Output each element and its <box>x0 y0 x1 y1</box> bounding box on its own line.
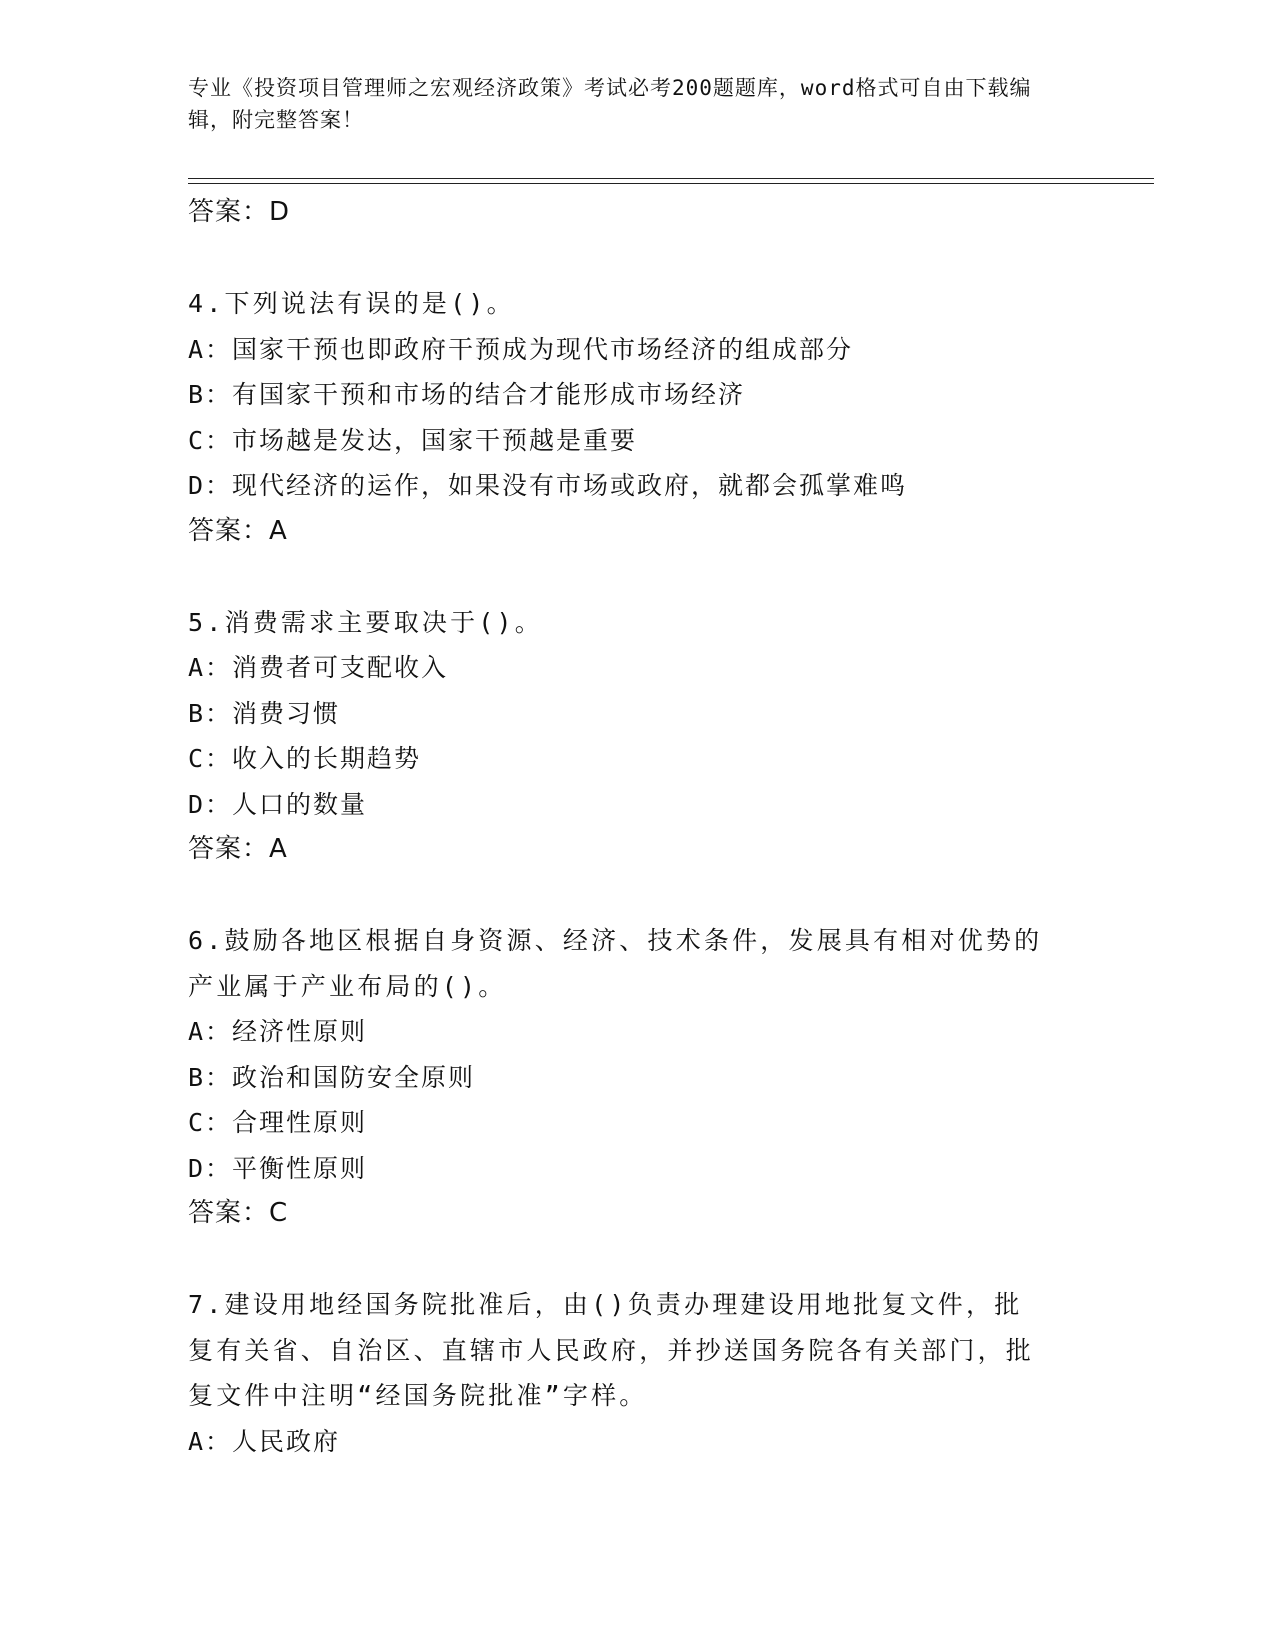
option-d: D：平衡性原则 <box>188 1153 368 1183</box>
question-stem: 5.消费需求主要取决于()。 <box>188 607 544 637</box>
answer-label: 答案：C <box>188 1198 289 1228</box>
option-b: B：消费习惯 <box>188 698 341 728</box>
question-block <box>188 918 1088 1237</box>
answer-label: 答案：D <box>188 197 291 227</box>
question-stem: 4.下列说法有误的是()。 <box>188 289 515 318</box>
answer-label: 答案：A <box>188 834 288 864</box>
option-a: A：经济性原则 <box>188 1017 368 1046</box>
question-stem: 6.鼓励各地区根据自身资源、经济、技术条件，发展具有相对优势的产业属于产业布局的()。 <box>188 926 1043 1001</box>
question-block <box>188 1282 1088 1464</box>
option-b: B：有国家干预和市场的结合才能形成市场经济 <box>188 380 746 409</box>
question-block <box>188 600 1088 873</box>
header-divider-bottom <box>188 183 1154 184</box>
option-d: D：人口的数量 <box>188 789 368 819</box>
header-divider-top <box>188 178 1154 179</box>
option-a: A：消费者可支配收入 <box>188 653 449 682</box>
question-list <box>188 190 1088 1464</box>
option-c: C：市场越是发达，国家干预越是重要 <box>188 425 638 455</box>
option-b: B：政治和国防安全原则 <box>188 1062 476 1092</box>
option-c: C：收入的长期趋势 <box>188 744 422 773</box>
option-c: C：合理性原则 <box>188 1108 368 1137</box>
option-d: D：现代经济的运作，如果没有市场或政府，就都会孤掌难鸣 <box>188 471 908 500</box>
question-block <box>188 281 1088 554</box>
answer-label: 答案：A <box>188 515 288 546</box>
option-a: A：人民政府 <box>188 1426 341 1456</box>
option-a: A：国家干预也即政府干预成为现代市场经济的组成部分 <box>188 334 854 364</box>
document-header: 专业《投资项目管理师之宏观经济政策》考试必考200题题库，word格式可自由下载编辑，附完整答案！ <box>188 76 1032 132</box>
question-stem: 7.建设用地经国务院批准后，由()负责办理建设用地批复文件，批复有关省、自治区、直辖市人民政府，并抄送国务院各有关部门，批复文件中注明“经国务院批准”字样。 <box>188 1290 1035 1410</box>
